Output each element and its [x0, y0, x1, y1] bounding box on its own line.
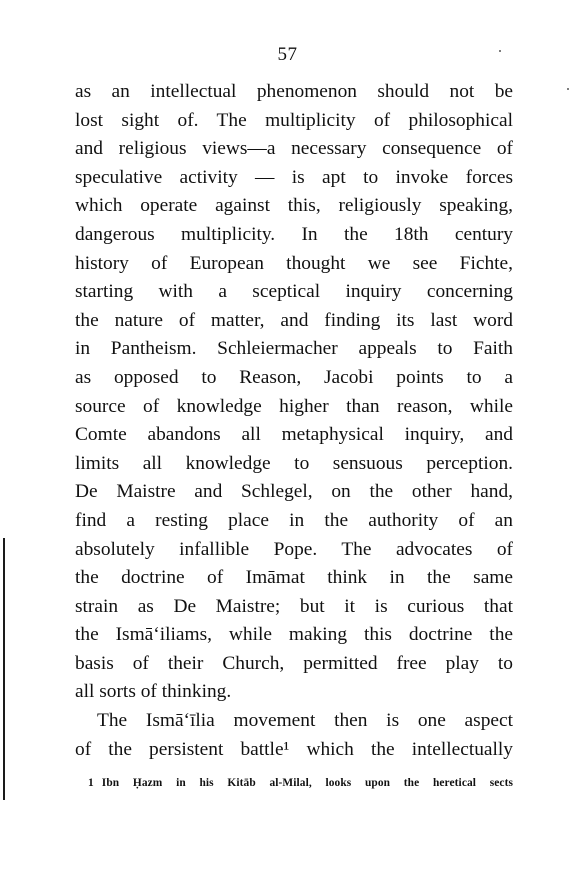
body-text [75, 78, 513, 764]
margin-speck [499, 50, 501, 52]
text-line: as opposed to Reason, Jacobi points to a [75, 366, 513, 388]
text-line: history of European thought we see Fichte, [75, 252, 513, 274]
text-line: the doctrine of Imāmat think in the same [75, 567, 513, 589]
text-line: in Pantheism. Schleiermacher appeals to Faith [75, 338, 513, 360]
text-line: strain as De Maistre; but it is curious that [75, 595, 513, 617]
text-line: the Ismāʻiliams, while making this doctrine the [75, 624, 513, 646]
footnote-marker: 1 [88, 777, 94, 789]
text-line: which operate against this, religiously speaking, [75, 195, 513, 217]
text-line: starting with a sceptical inquiry concerning [75, 281, 513, 303]
text-line: De Maistre and Schlegel, on the other hand, [75, 481, 513, 503]
text-line: limits all knowledge to sensuous perception. [75, 452, 513, 474]
text-line: The Ismāʻīlia movement then is one aspect [97, 710, 513, 732]
text-line: all sorts of thinking. [75, 681, 232, 703]
text-line: speculative activity — is apt to invoke forces [75, 166, 513, 188]
text-line: the nature of matter, and finding its last word [75, 309, 513, 331]
page-number: 57 [277, 44, 298, 65]
text-line: find a resting place in the authority of an [75, 509, 513, 531]
margin-speck [567, 88, 569, 90]
text-line: basis of their Church, permitted free play to [75, 652, 513, 674]
text-line: Comte abandons all metaphysical inquiry, and [75, 424, 513, 446]
text-line: and religious views—a necessary consequence of [75, 138, 513, 160]
text-line: dangerous multiplicity. In the 18th century [75, 223, 513, 245]
text-line: lost sight of. The multiplicity of philosophical [75, 109, 513, 131]
text-line: absolutely infallible Pope. The advocates of [75, 538, 513, 560]
text-line: of the persistent battle¹ which the intellectually [75, 738, 513, 760]
text-line: source of knowledge higher than reason, while [75, 395, 513, 417]
page-edge-shadow [3, 538, 5, 800]
text-line: as an intellectual phenomenon should not be [75, 81, 513, 102]
footnote [88, 777, 513, 789]
footnote-text: Ibn Ḥazm in his Kitāb al-Milal, looks upon the heretical sects [101, 777, 513, 789]
